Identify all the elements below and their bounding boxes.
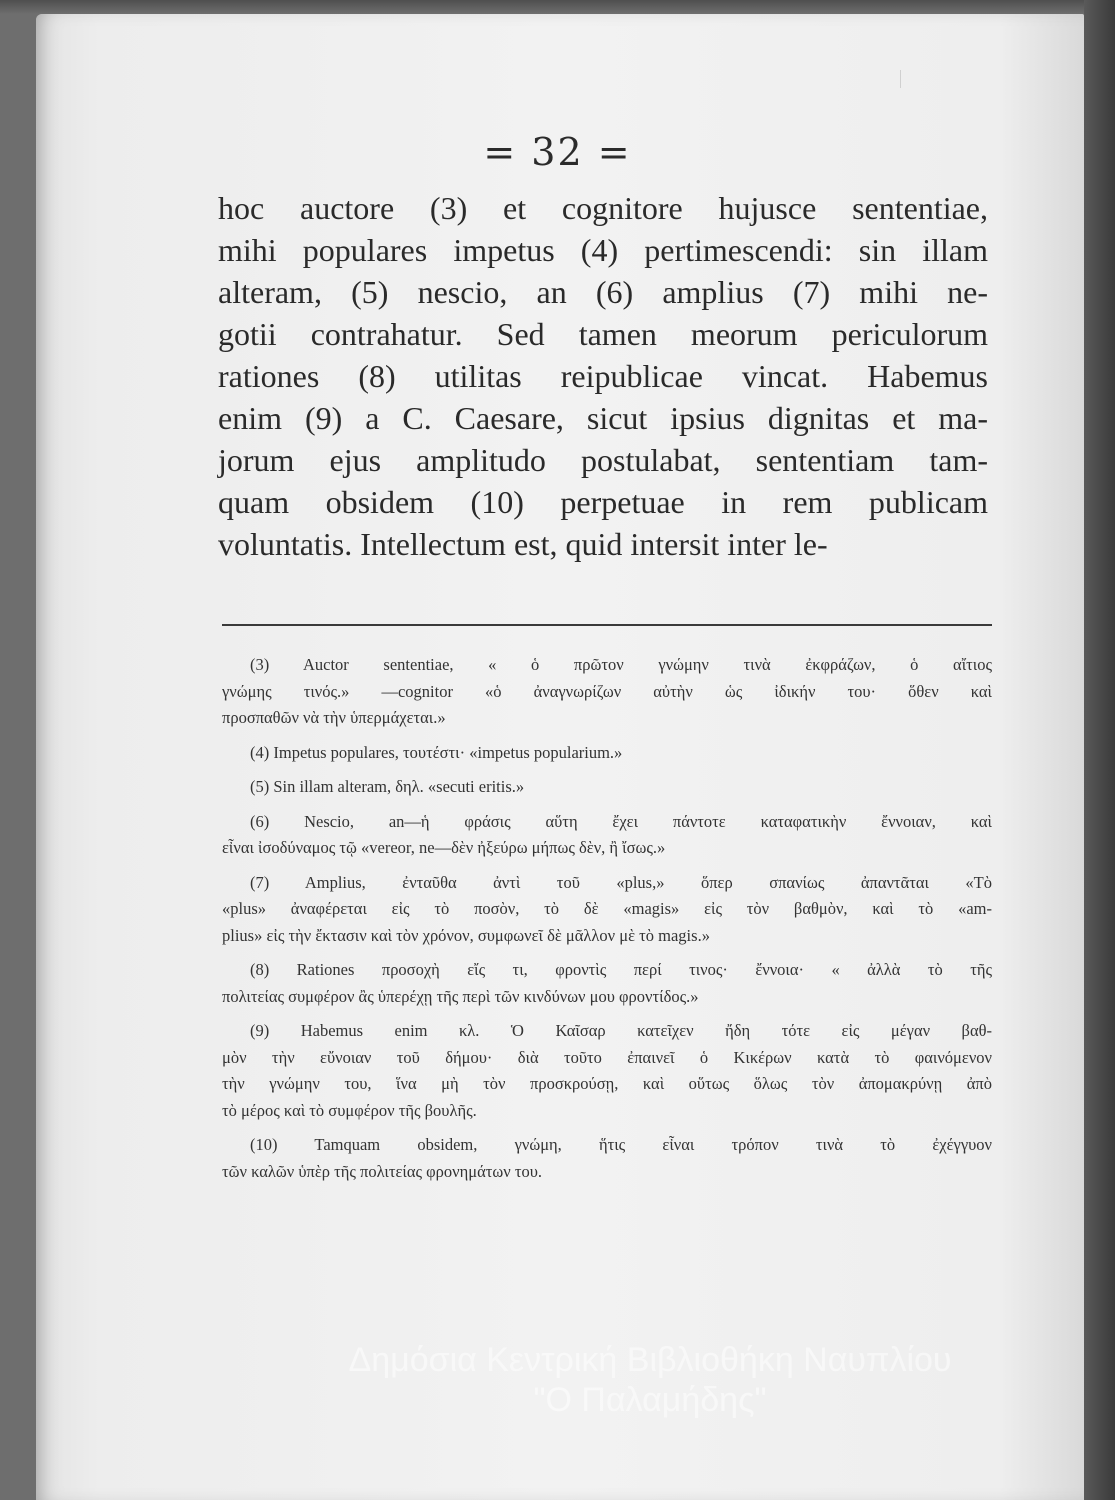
footnote-line: (3) Auctor sententiae, « ὁ πρῶτον γνώμην τινὰ ἐκφράζων, ὁ αἴτιος	[250, 655, 992, 674]
main-text-line: gotii contrahatur. Sed tamen meorum periculorum	[218, 316, 988, 352]
main-text-line: enim (9) a C. Caesare, sicut ipsius dignitas et ma-	[218, 400, 988, 436]
watermark-line-2: "Ο Παλαμήδης"	[533, 1381, 767, 1419]
main-text-line: jorum ejus amplitudo postulabat, sententiam tam-	[218, 442, 988, 478]
main-text-line: voluntatis. Intellectum est, quid intersit inter le-	[218, 526, 828, 562]
footnote-line: τὸ μέρος καὶ τὸ συμφέρον τῆς βουλῆς.	[222, 1100, 477, 1120]
footnote-line: (8) Rationes προσοχὴ εἴς τι, φροντὶς περί τινος· ἔννοια· « ἀλλὰ τὸ τῆς	[250, 960, 992, 979]
footnote-line: τῶν καλῶν ὑπὲρ τῆς πολιτείας φρονημάτων του.	[222, 1161, 543, 1181]
scan-top-shadow	[0, 0, 1115, 14]
footnote-7	[222, 870, 992, 950]
footnote-5	[222, 774, 992, 801]
main-text-line: quam obsidem (10) perpetuae in rem publicam	[218, 484, 988, 520]
footnote-line: γνώμης τινός.» —cognitor «ὁ ἀναγνωρίζων αὐτὴν ὡς ἰδικήν του· ὅθεν καὶ	[222, 681, 992, 701]
footnote-line: (4) Impetus populares, τουτέστι· «impetus popularium.»	[250, 742, 623, 762]
footnote-3	[222, 652, 992, 732]
scan-right-shadow	[1084, 0, 1115, 1500]
footnote-line: προσπαθῶν νὰ τὴν ὑπερμάχεται.»	[222, 708, 446, 727]
footnote-line: «plus» ἀναφέρεται εἰς τὸ ποσὸν, τὸ δὲ «magis» εἰς τὸν βαθμὸν, καὶ τὸ «am-	[222, 899, 992, 918]
paper-edge-mark	[900, 70, 907, 88]
footnote-line: πολιτείας συμφέρον ἂς ὑπερέχῃ τῆς περὶ τῶν κινδύνων μου φροντίδος.»	[222, 986, 699, 1006]
footnote-line: τὴν γνώμην του, ἵνα μὴ τὸν προσκρούσῃ, καὶ οὕτως ὅλως τὸν ἀπομακρύνῃ ἀπὸ	[222, 1074, 992, 1093]
page-number: = 32 =	[483, 130, 632, 174]
footnote-line: εἶναι ἰσοδύναμος τῷ «vereor, ne—δὲν ἠξεύρω μήπως δὲν, ἢ ἴσως.»	[222, 838, 666, 857]
main-text-line: mihi populares impetus (4) pertimescendi: sin illam	[218, 232, 988, 268]
library-watermark	[240, 1340, 1060, 1420]
main-text-line: alteram, (5) nescio, an (6) amplius (7) mihi ne-	[218, 274, 988, 310]
footnote-line: (10) Tamquam obsidem, γνώμη, ἥτις εἶναι τρόπον τινὰ τὸ ἐχέγγυον	[250, 1135, 992, 1154]
footnote-line: (7) Amplius, ἐνταῦθα ἀντὶ τοῦ «plus,» ὅπερ σπανίως ἀπαντᾶται «Τὸ	[250, 872, 992, 892]
footnote-6	[222, 809, 992, 862]
footnote-9	[222, 1018, 992, 1124]
footnotes-block	[222, 652, 992, 1193]
footnote-line: (9) Habemus enim κλ. Ὁ Καῖσαρ κατεῖχεν ἤδη τότε εἰς μέγαν βαθ-	[250, 1021, 992, 1040]
footnote-line: plius» εἰς τὴν ἔκτασιν καὶ τὸν χρόνον, συμφωνεῖ δὲ μᾶλλον μὲ τὸ magis.»	[222, 925, 710, 945]
footnote-divider	[222, 624, 992, 626]
footnote-8	[222, 957, 992, 1010]
watermark-line-1: Δημόσια Κεντρική Βιβλιοθήκη Ναυπλίου	[348, 1341, 952, 1379]
footnote-10	[222, 1132, 992, 1185]
footnote-4	[222, 740, 992, 767]
footnote-line: μὸν τὴν εὔνοιαν τοῦ δήμου· διὰ τοῦτο ἐπαινεῖ ὁ Κικέρων κατὰ τὸ φαινόμενον	[222, 1047, 992, 1067]
footnote-line: (5) Sin illam alteram, δηλ. «secuti eritis.»	[250, 777, 525, 796]
footnote-line: (6) Nescio, an—ἡ φράσις αὕτη ἔχει πάντοτε καταφατικὴν ἔννοιαν, καὶ	[250, 811, 992, 831]
main-text-block	[218, 187, 988, 565]
main-text-line: hoc auctore (3) et cognitore hujusce sententiae,	[218, 190, 988, 226]
main-text-line: rationes (8) utilitas reipublicae vincat. Habemus	[218, 358, 988, 394]
